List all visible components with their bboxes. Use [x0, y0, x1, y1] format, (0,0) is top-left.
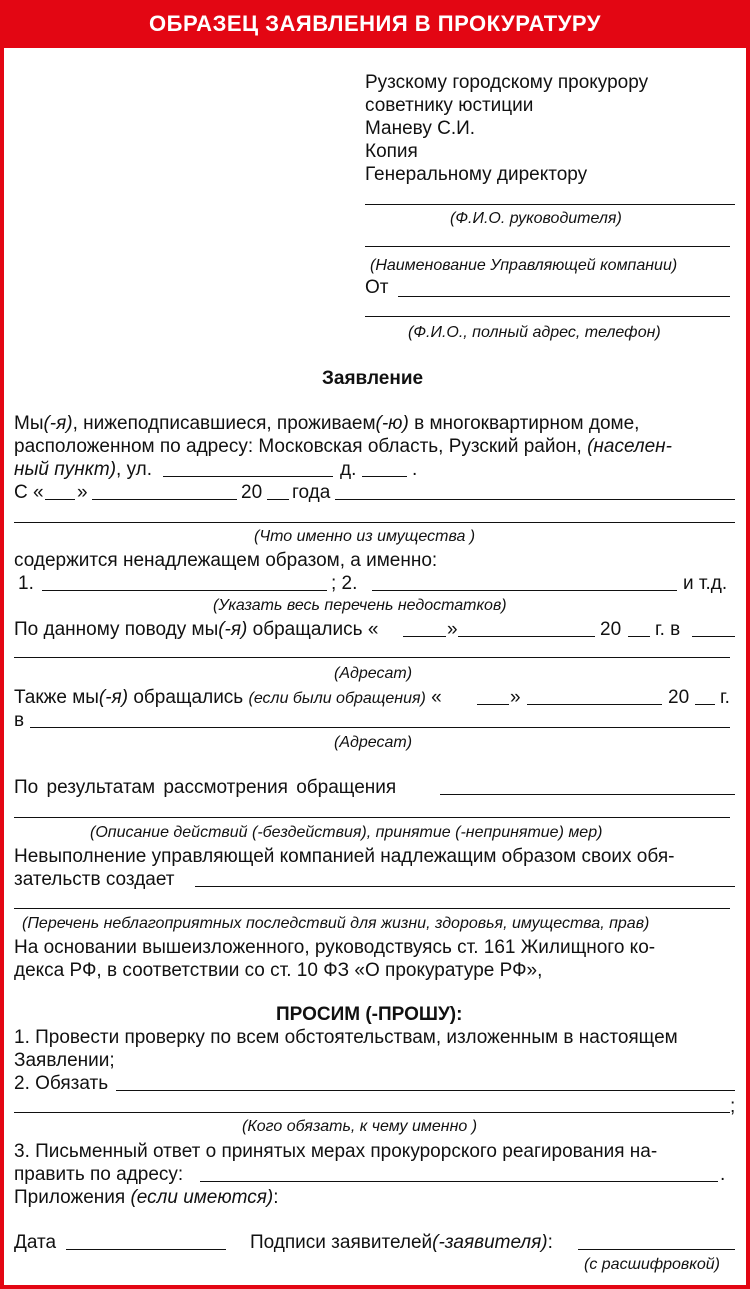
appeal-addressee-line-start [692, 636, 735, 637]
basis-line-1: На основании вышеизложенного, руководствуясь ст. 161 Жилищного ко- [14, 937, 656, 958]
address-end: . [720, 1164, 726, 1185]
request-2-label: 2. Обязать [14, 1073, 109, 1094]
hint-actions: (Описание действий (-бездействия), принятие (-непринятие) мер) [90, 824, 603, 841]
failure-line-blank-2 [14, 908, 730, 909]
hint-oblige: (Кого обязать, к чему именно ) [242, 1118, 478, 1135]
addressee-line-4: Копия [365, 141, 418, 162]
document-title: Заявление [322, 368, 424, 389]
failure-line-1: Невыполнение управляющей компанией надлежащим образом своих обя- [14, 846, 675, 867]
address-line [200, 1181, 718, 1182]
also-text: Также мы(-я) обращались (если были обращения) « [14, 687, 442, 708]
also-addressee-line [30, 727, 730, 728]
hint-director: (Ф.И.О. руководителя) [450, 210, 622, 227]
from-line-1 [398, 296, 730, 297]
hint-from: (Ф.И.О., полный адрес, телефон) [408, 324, 661, 341]
body-line-2: расположенном по адресу: Московская область, Рузский район, (населен- [14, 436, 672, 457]
addressee-line-3: Маневу С.И. [365, 118, 476, 139]
appeal-month-line [458, 636, 595, 637]
item-2-label: ; 2. [331, 573, 358, 594]
also-day-line [477, 704, 509, 705]
results-line-1 [440, 794, 735, 795]
appeal-year-line [628, 636, 650, 637]
hint-company: (Наименование Управляющей компании) [370, 257, 678, 274]
body-line-1: Мы(-я), нижеподписавшиеся, проживаем(-ю) в многоквартирном доме, [14, 413, 640, 434]
since-close: » [77, 482, 88, 503]
appeal-year-label: г. в [655, 619, 681, 640]
appeal-addressee-line [14, 657, 730, 658]
request-1-line-1: 1. Провести проверку по всем обстоятельствам, изложенным в настоящем [14, 1027, 678, 1048]
date-line [66, 1249, 226, 1250]
also-year-label: г. [720, 687, 730, 708]
also-close: » [510, 687, 521, 708]
since-year-line [267, 499, 289, 500]
oblige-line-2 [14, 1112, 730, 1113]
also-month-line [527, 704, 662, 705]
etc-label: и т.д. [683, 573, 728, 594]
since-century: 20 [241, 482, 263, 503]
attachments-text: Приложения (если имеются): [14, 1187, 279, 1208]
hint-consequences: (Перечень неблагоприятных последствий для жизни, здоровья, имущества, прав) [22, 915, 650, 932]
since-month-line [92, 499, 237, 500]
item-1-label: 1. [18, 573, 34, 594]
request-1-line-2: Заявлении; [14, 1050, 115, 1071]
appeal-day-line [403, 636, 446, 637]
house-label: д. [340, 459, 357, 480]
also-century: 20 [668, 687, 690, 708]
from-label: От [365, 277, 389, 298]
hint-property: (Что именно из имущества ) [254, 528, 476, 545]
appeal-century: 20 [600, 619, 622, 640]
document-banner: ОБРАЗЕЦ ЗАЯВЛЕНИЯ В ПРОКУРАТУРУ [0, 0, 750, 48]
request-heading: ПРОСИМ (-ПРОШУ): [276, 1004, 463, 1025]
contains-text: содержится ненадлежащем образом, а именно: [14, 550, 438, 571]
hint-decipher: (с расшифровкой) [584, 1256, 720, 1273]
date-label: Дата [14, 1232, 57, 1253]
since-open: С « [14, 482, 44, 503]
results-line-2 [14, 817, 730, 818]
appeal-close: » [447, 619, 458, 640]
request-3-line-2: править по адресу: [14, 1164, 184, 1185]
house-period: . [412, 459, 418, 480]
oblige-line-1 [116, 1090, 735, 1091]
failure-line-2: зательств создает [14, 869, 175, 890]
request-3-line-1: 3. Письменный ответ о принятых мерах прокурорского реагирования на- [14, 1141, 658, 1162]
addressee-line-2: советнику юстиции [365, 95, 534, 116]
since-day-line [45, 499, 75, 500]
from-line-2 [365, 316, 730, 317]
hint-addressee-1: (Адресат) [334, 665, 413, 682]
company-name-line [365, 246, 730, 247]
failure-line-blank-1 [195, 886, 735, 887]
signatures-label: Подписи заявителей(-заявителя): [250, 1232, 553, 1253]
since-year-label: года [292, 482, 331, 503]
street-line [163, 476, 333, 477]
oblige-end: ; [730, 1096, 736, 1117]
property-line [14, 522, 735, 523]
house-line [362, 476, 407, 477]
signatures-line [578, 1249, 735, 1250]
body-line-3: ный пункт), ул. [14, 459, 153, 480]
hint-addressee-2: (Адресат) [334, 734, 413, 751]
since-rest-line [335, 499, 735, 500]
also-in-label: в [14, 710, 25, 731]
also-year-line [695, 704, 715, 705]
basis-line-2: декса РФ, в соответствии со ст. 10 ФЗ «О прокуратуре РФ», [14, 960, 543, 981]
item-2-line [372, 590, 677, 591]
appeal-text: По данному поводу мы(-я) обращались « [14, 619, 379, 640]
addressee-line-1: Рузскому городскому прокурору [365, 72, 649, 93]
director-name-line [365, 204, 735, 205]
addressee-line-5: Генеральному директору [365, 164, 588, 185]
results-text: По результатам рассмотрения обращения [14, 777, 397, 798]
item-1-line [42, 590, 327, 591]
hint-deficiencies: (Указать весь перечень недостатков) [213, 597, 507, 614]
